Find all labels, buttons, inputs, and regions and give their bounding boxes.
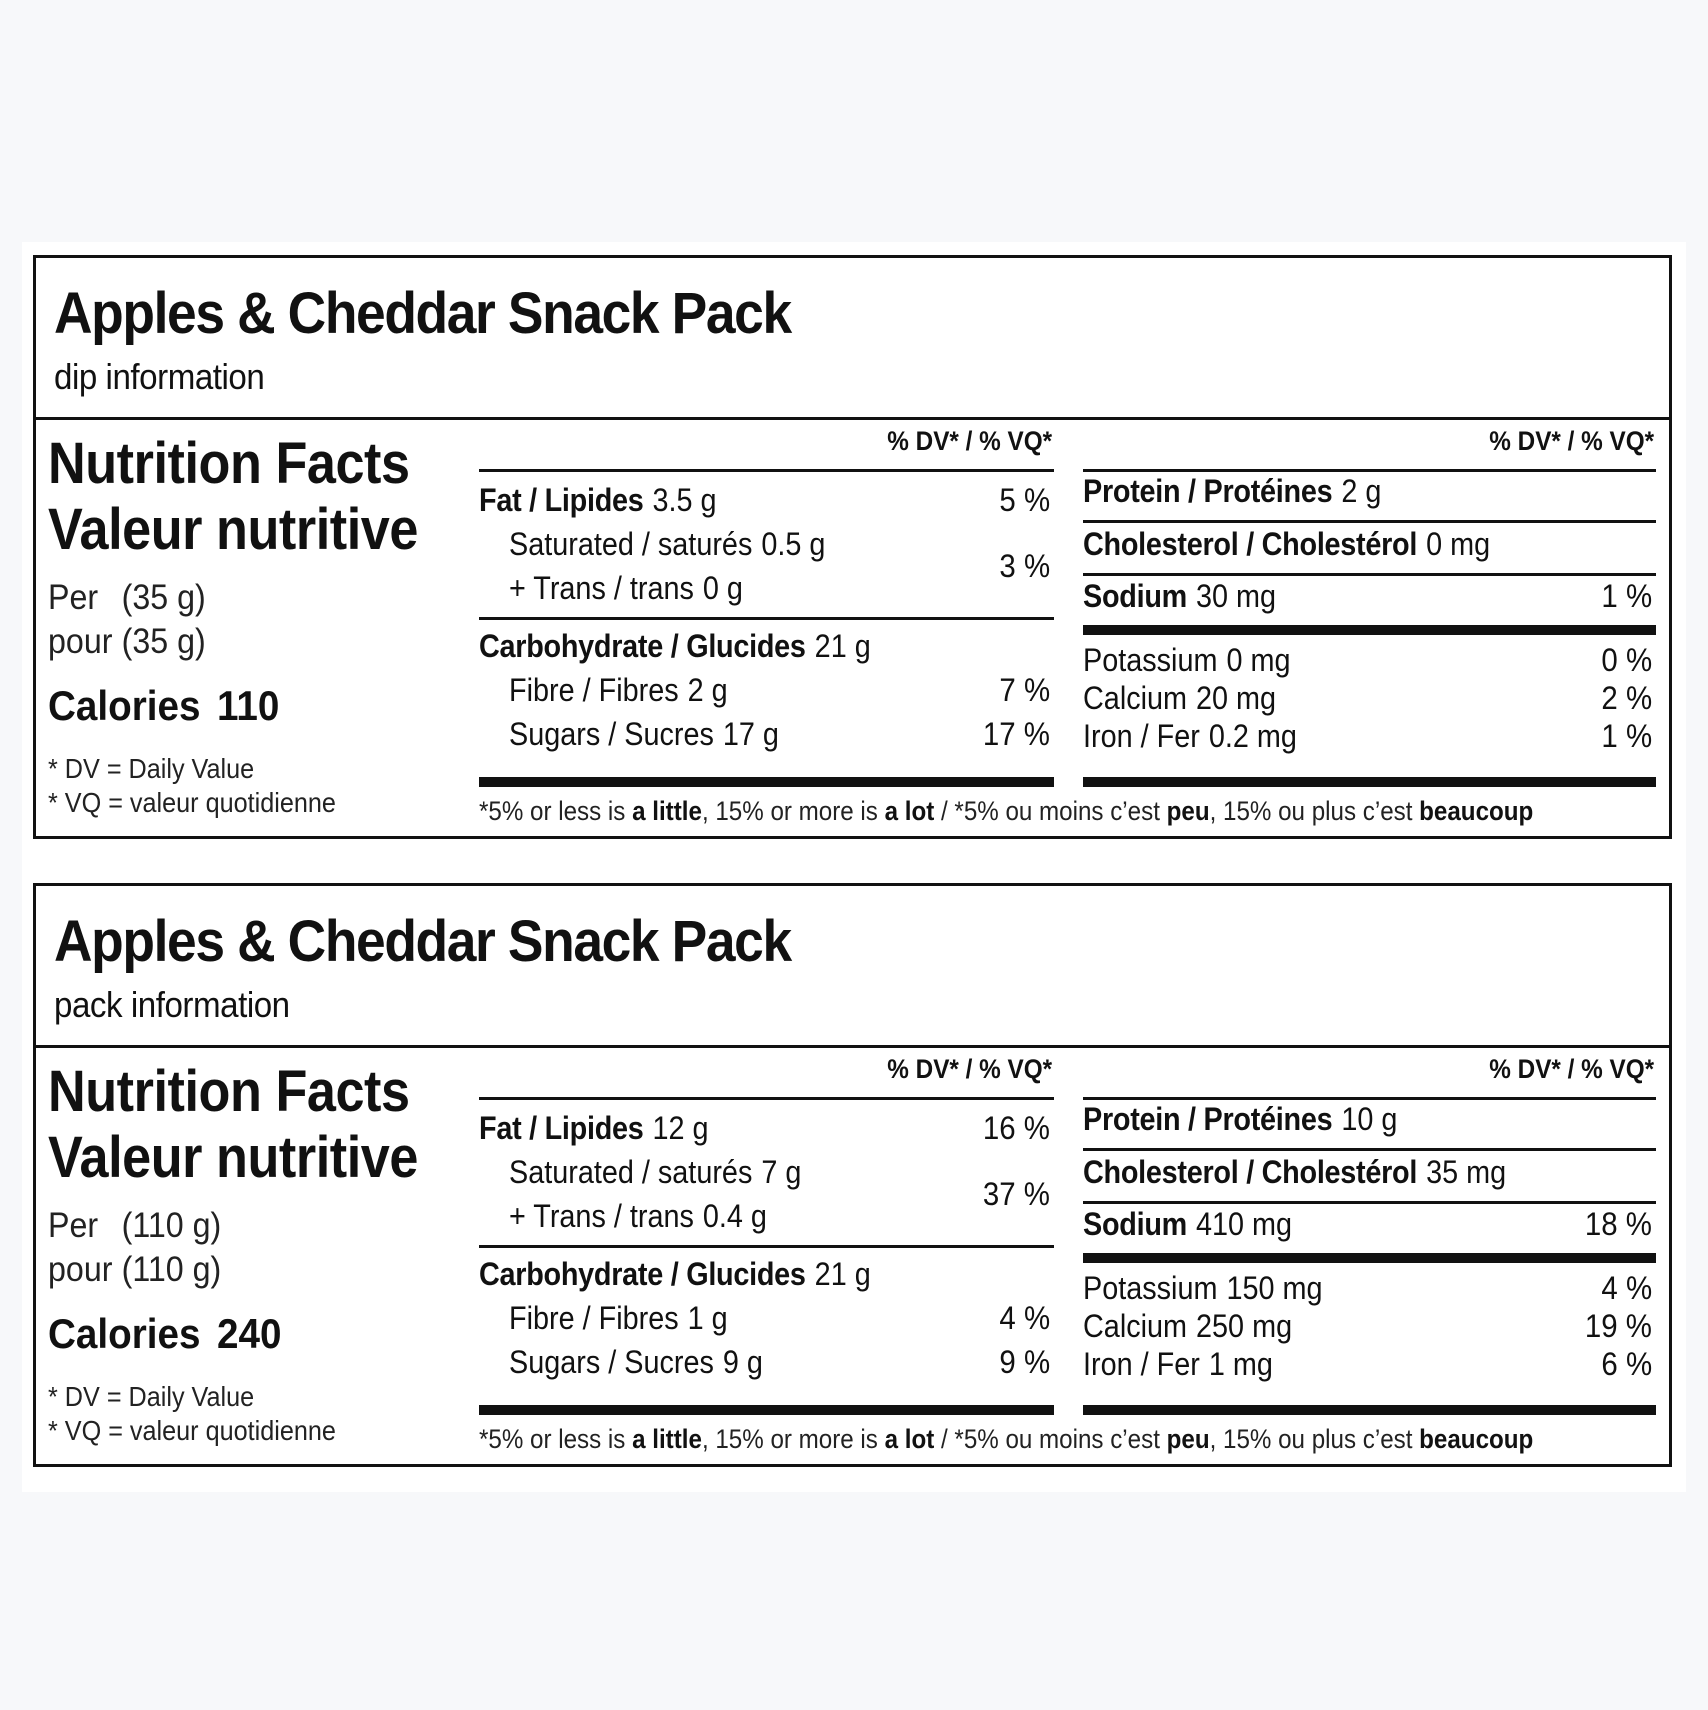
sugars-pct: 17 % bbox=[982, 716, 1050, 752]
vq-note: * VQ = valeur quotidienne bbox=[48, 787, 336, 818]
sodium-label: Sodium bbox=[1083, 1206, 1187, 1242]
trans-amount: 0 g bbox=[702, 570, 743, 606]
fibre-amount: 2 g bbox=[687, 672, 728, 708]
footnote-text: , 15% ou plus c’est bbox=[1209, 796, 1420, 826]
iron-label: Iron / Fer bbox=[1083, 1346, 1200, 1382]
divider bbox=[479, 1245, 1054, 1248]
trans-label: + Trans / trans bbox=[509, 570, 694, 606]
potassium-row bbox=[1083, 642, 1656, 682]
iron-label-wrap bbox=[1083, 718, 1297, 755]
footnote-text: *5% or less is bbox=[479, 796, 633, 826]
calories-value: 240 bbox=[217, 1310, 282, 1357]
heading-en: Nutrition Facts bbox=[48, 431, 410, 496]
divider bbox=[1083, 1148, 1656, 1151]
saturated-label: Saturated / saturés bbox=[509, 526, 753, 562]
protein-amount: 10 g bbox=[1341, 1101, 1398, 1137]
calcium-amount: 250 mg bbox=[1196, 1308, 1293, 1344]
potassium-label: Potassium bbox=[1083, 1270, 1218, 1306]
fibre-pct: 4 % bbox=[999, 1300, 1050, 1336]
footnote-text: , 15% or more is bbox=[701, 796, 885, 826]
fat-pct: 5 % bbox=[999, 482, 1050, 518]
sodium-pct: 18 % bbox=[1584, 1206, 1652, 1242]
carb-amount: 21 g bbox=[814, 1256, 871, 1292]
serving-size-en bbox=[48, 1206, 221, 1246]
sugars-amount: 9 g bbox=[722, 1344, 763, 1380]
heading-fr: Valeur nutritive bbox=[48, 497, 418, 562]
sodium-row bbox=[1083, 1206, 1656, 1246]
serving-label: pour bbox=[48, 622, 113, 661]
iron-label: Iron / Fer bbox=[1083, 718, 1200, 754]
saturated-label-wrap bbox=[509, 526, 825, 563]
potassium-pct: 4 % bbox=[1601, 1270, 1652, 1306]
fibre-label: Fibre / Fibres bbox=[509, 672, 679, 708]
trans-row bbox=[479, 570, 1054, 610]
product-title: Apples & Cheddar Snack Pack bbox=[54, 909, 791, 974]
potassium-amount: 0 mg bbox=[1226, 642, 1291, 678]
divider bbox=[1083, 1097, 1656, 1100]
footnote-bold: beaucoup bbox=[1419, 1424, 1534, 1454]
fat-amount: 3.5 g bbox=[652, 482, 717, 518]
potassium-amount: 150 mg bbox=[1226, 1270, 1323, 1306]
iron-label-wrap bbox=[1083, 1346, 1273, 1383]
calcium-label: Calcium bbox=[1083, 1308, 1188, 1344]
dv-footnote bbox=[479, 796, 1532, 827]
potassium-pct: 0 % bbox=[1601, 642, 1652, 678]
footnote-bold: a lot bbox=[884, 1424, 935, 1454]
divider bbox=[479, 617, 1054, 620]
cholesterol-label-wrap bbox=[1083, 526, 1490, 563]
footnote-bold: a little bbox=[632, 796, 702, 826]
footnote-bold: peu bbox=[1166, 796, 1210, 826]
fibre-label: Fibre / Fibres bbox=[509, 1300, 679, 1336]
carb-row bbox=[479, 628, 1054, 668]
dv-header: % DV* / % VQ* bbox=[887, 426, 1052, 456]
footnote-text: , 15% or more is bbox=[701, 1424, 885, 1454]
cholesterol-amount: 0 mg bbox=[1426, 526, 1491, 562]
protein-row bbox=[1083, 1101, 1656, 1141]
saturated-amount: 7 g bbox=[761, 1154, 802, 1190]
trans-label-wrap bbox=[509, 1198, 767, 1235]
fat-label: Fat / Lipides bbox=[479, 1110, 644, 1146]
protein-label: Protein / Protéines bbox=[1083, 1101, 1333, 1137]
iron-row bbox=[1083, 1346, 1656, 1386]
cholesterol-amount: 35 mg bbox=[1426, 1154, 1507, 1190]
saturated-row bbox=[479, 526, 1054, 566]
iron-pct: 6 % bbox=[1601, 1346, 1652, 1382]
fat-carb-section bbox=[479, 420, 1054, 800]
calories-label: Calories bbox=[48, 682, 201, 729]
fat-row bbox=[479, 1110, 1054, 1150]
divider bbox=[479, 1097, 1054, 1100]
protein-amount: 2 g bbox=[1341, 473, 1382, 509]
calories bbox=[48, 1310, 282, 1358]
fat-label: Fat / Lipides bbox=[479, 482, 644, 518]
divider bbox=[479, 469, 1054, 472]
serving-label: Per bbox=[48, 578, 99, 617]
serving-size-fr bbox=[48, 1250, 221, 1290]
sugars-row bbox=[479, 716, 1054, 756]
serving-size-fr bbox=[48, 622, 206, 662]
potassium-label: Potassium bbox=[1083, 642, 1218, 678]
sugars-label: Sugars / Sucres bbox=[509, 1344, 714, 1380]
product-subtitle: dip information bbox=[54, 356, 265, 397]
dv-footnote bbox=[479, 1424, 1532, 1455]
serving-amount: (110 g) bbox=[121, 1250, 222, 1289]
nutrition-label-dip bbox=[33, 255, 1672, 839]
serving-size-en bbox=[48, 578, 206, 618]
divider bbox=[1083, 573, 1656, 576]
saturated-amount: 0.5 g bbox=[761, 526, 826, 562]
thick-divider bbox=[1083, 777, 1656, 787]
potassium-label-wrap bbox=[1083, 642, 1290, 679]
iron-amount: 0.2 mg bbox=[1208, 718, 1297, 754]
footnote-bold: peu bbox=[1166, 1424, 1210, 1454]
calcium-pct: 2 % bbox=[1601, 680, 1652, 716]
fat-label-wrap bbox=[479, 1110, 709, 1147]
potassium-label-wrap bbox=[1083, 1270, 1323, 1307]
fibre-pct: 7 % bbox=[999, 672, 1050, 708]
iron-amount: 1 mg bbox=[1208, 1346, 1273, 1382]
sugars-label-wrap bbox=[509, 1344, 763, 1381]
calcium-row bbox=[1083, 680, 1656, 720]
carb-row bbox=[479, 1256, 1054, 1296]
sodium-label-wrap bbox=[1083, 1206, 1292, 1243]
fat-carb-section bbox=[479, 1048, 1054, 1428]
carb-label-wrap bbox=[479, 1256, 871, 1293]
fat-pct: 16 % bbox=[982, 1110, 1050, 1146]
footnote-text: / *5% ou moins c’est bbox=[934, 796, 1167, 826]
nutrition-label-pack bbox=[33, 883, 1672, 1467]
trans-amount: 0.4 g bbox=[702, 1198, 767, 1234]
cholesterol-label: Cholesterol / Cholestérol bbox=[1083, 1154, 1418, 1190]
calories bbox=[48, 682, 279, 730]
sodium-amount: 410 mg bbox=[1195, 1206, 1293, 1242]
footnote-bold: a little bbox=[632, 1424, 702, 1454]
protein-label-wrap bbox=[1083, 1101, 1397, 1138]
thick-divider bbox=[1083, 625, 1656, 635]
thick-divider bbox=[1083, 1405, 1656, 1415]
divider bbox=[1083, 520, 1656, 523]
sat-trans-pct: 37 % bbox=[982, 1176, 1050, 1212]
saturated-label-wrap bbox=[509, 1154, 801, 1191]
sugars-label-wrap bbox=[509, 716, 779, 753]
serving-amount: (35 g) bbox=[121, 622, 206, 661]
thick-divider bbox=[479, 1405, 1054, 1415]
fibre-amount: 1 g bbox=[687, 1300, 728, 1336]
title-box bbox=[36, 258, 1669, 420]
sugars-amount: 17 g bbox=[722, 716, 779, 752]
vq-note: * VQ = valeur quotidienne bbox=[48, 1415, 336, 1446]
fat-amount: 12 g bbox=[652, 1110, 709, 1146]
carb-label-wrap bbox=[479, 628, 871, 665]
trans-row bbox=[479, 1198, 1054, 1238]
divider bbox=[1083, 469, 1656, 472]
trans-label-wrap bbox=[509, 570, 743, 607]
sodium-amount: 30 mg bbox=[1195, 578, 1277, 614]
calcium-amount: 20 mg bbox=[1196, 680, 1277, 716]
sugars-pct: 9 % bbox=[999, 1344, 1050, 1380]
protein-row bbox=[1083, 473, 1656, 513]
protein-minerals-section bbox=[1083, 420, 1656, 800]
saturated-row bbox=[479, 1154, 1054, 1194]
calcium-pct: 19 % bbox=[1584, 1308, 1652, 1344]
serving-label: Per bbox=[48, 1206, 99, 1245]
cholesterol-row bbox=[1083, 526, 1656, 566]
footnote-text: *5% or less is bbox=[479, 1424, 633, 1454]
serving-label: pour bbox=[48, 1250, 113, 1289]
fibre-row bbox=[479, 672, 1054, 712]
thick-divider bbox=[479, 777, 1054, 787]
thick-divider bbox=[1083, 1253, 1656, 1263]
dv-note: * DV = Daily Value bbox=[48, 753, 255, 784]
fat-label-wrap bbox=[479, 482, 717, 519]
fibre-label-wrap bbox=[509, 672, 728, 709]
cholesterol-row bbox=[1083, 1154, 1656, 1194]
serving-amount: (110 g) bbox=[121, 1206, 222, 1245]
cholesterol-label-wrap bbox=[1083, 1154, 1506, 1191]
protein-label: Protein / Protéines bbox=[1083, 473, 1333, 509]
footnote-bold: a lot bbox=[884, 796, 935, 826]
sugars-label: Sugars / Sucres bbox=[509, 716, 714, 752]
calcium-label-wrap bbox=[1083, 680, 1276, 717]
heading-en: Nutrition Facts bbox=[48, 1059, 410, 1124]
calcium-row bbox=[1083, 1308, 1656, 1348]
divider bbox=[1083, 1201, 1656, 1204]
iron-pct: 1 % bbox=[1601, 718, 1652, 754]
dv-note: * DV = Daily Value bbox=[48, 1381, 255, 1412]
footnote-bold: beaucoup bbox=[1419, 796, 1534, 826]
dv-header: % DV* / % VQ* bbox=[1489, 1054, 1654, 1084]
sodium-row bbox=[1083, 578, 1656, 618]
fibre-label-wrap bbox=[509, 1300, 728, 1337]
fat-row bbox=[479, 482, 1054, 522]
protein-minerals-section bbox=[1083, 1048, 1656, 1428]
sodium-label: Sodium bbox=[1083, 578, 1187, 614]
product-title: Apples & Cheddar Snack Pack bbox=[54, 281, 791, 346]
trans-label: + Trans / trans bbox=[509, 1198, 694, 1234]
sat-trans-pct: 3 % bbox=[999, 548, 1050, 584]
sugars-row bbox=[479, 1344, 1054, 1384]
sodium-label-wrap bbox=[1083, 578, 1276, 615]
dv-header: % DV* / % VQ* bbox=[1489, 426, 1654, 456]
fibre-row bbox=[479, 1300, 1054, 1340]
calories-value: 110 bbox=[217, 682, 280, 729]
iron-row bbox=[1083, 718, 1656, 758]
footnote-text: , 15% ou plus c’est bbox=[1209, 1424, 1420, 1454]
sodium-pct: 1 % bbox=[1601, 578, 1652, 614]
calcium-label: Calcium bbox=[1083, 680, 1188, 716]
carb-label: Carbohydrate / Glucides bbox=[479, 1256, 806, 1292]
carb-amount: 21 g bbox=[814, 628, 871, 664]
dv-header: % DV* / % VQ* bbox=[887, 1054, 1052, 1084]
heading-fr: Valeur nutritive bbox=[48, 1125, 418, 1190]
calories-label: Calories bbox=[48, 1310, 201, 1357]
saturated-label: Saturated / saturés bbox=[509, 1154, 753, 1190]
footnote-text: / *5% ou moins c’est bbox=[934, 1424, 1167, 1454]
protein-label-wrap bbox=[1083, 473, 1381, 510]
serving-amount: (35 g) bbox=[121, 578, 206, 617]
potassium-row bbox=[1083, 1270, 1656, 1310]
title-box bbox=[36, 886, 1669, 1048]
product-subtitle: pack information bbox=[54, 984, 290, 1025]
calcium-label-wrap bbox=[1083, 1308, 1292, 1345]
cholesterol-label: Cholesterol / Cholestérol bbox=[1083, 526, 1418, 562]
carb-label: Carbohydrate / Glucides bbox=[479, 628, 806, 664]
